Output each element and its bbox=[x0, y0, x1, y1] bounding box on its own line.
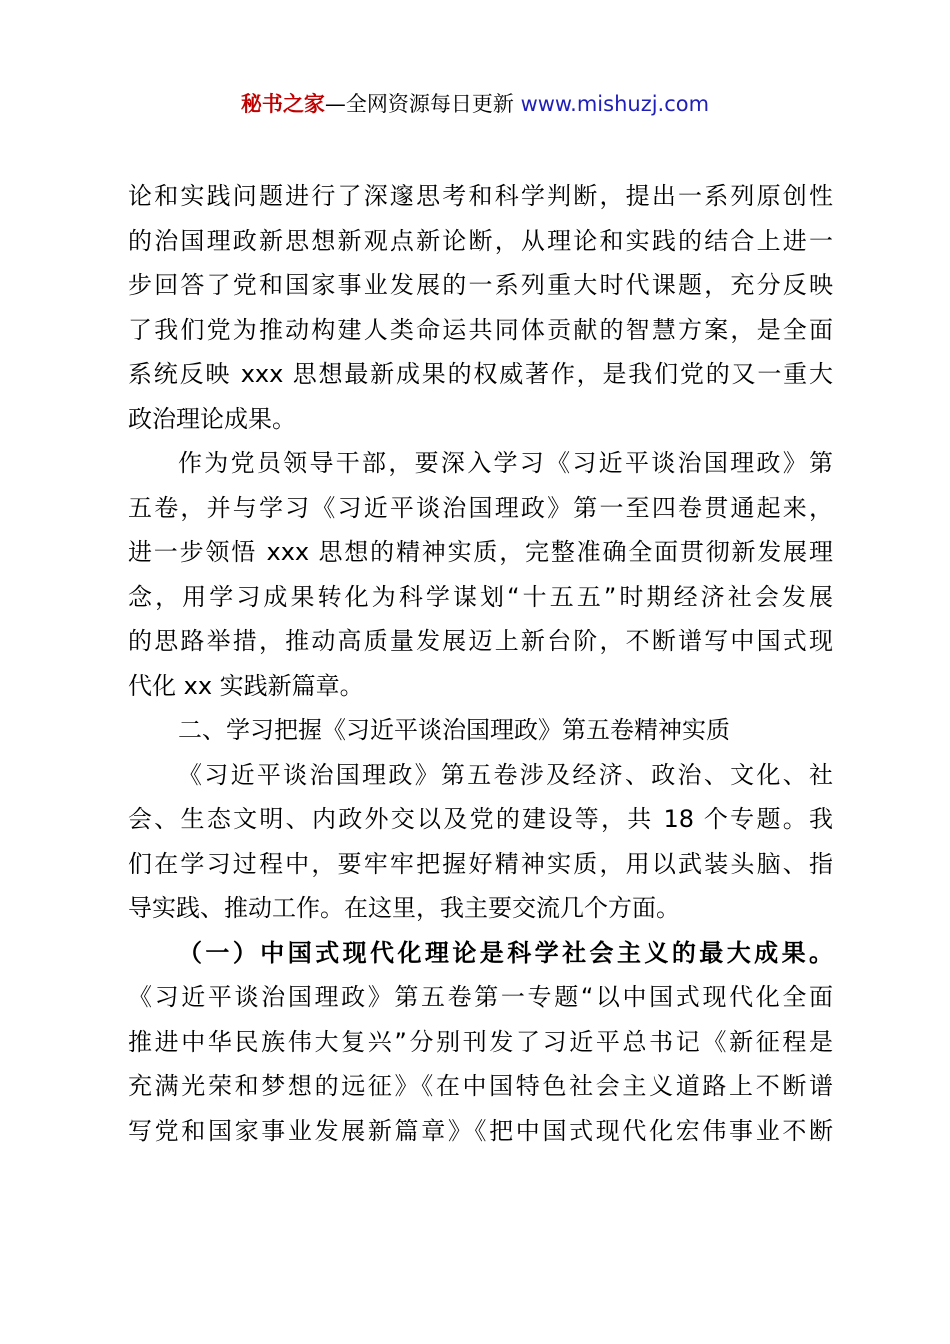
text-line: 会、生态文明、内政外交以及党的建设等，共 18 个专题。我 bbox=[128, 805, 833, 833]
text-line: 系统反映 xxx 思想最新成果的权威著作，是我们党的又一重大 bbox=[128, 360, 833, 388]
page-header bbox=[0, 89, 950, 119]
text-line: 们在学习过程中，要牢牢把握好精神实质，用以武装头脑、指 bbox=[128, 849, 833, 878]
text-line: 的治国理政新思想新观点新论断，从理论和实践的结合上进一 bbox=[128, 226, 833, 255]
text-line: 的思路举措，推动高质量发展迈上新台阶，不断谱写中国式现 bbox=[128, 627, 833, 655]
text-line: 步回答了党和国家事业发展的一系列重大时代课题，充分反映 bbox=[128, 271, 833, 299]
text-line: 论和实践问题进行了深邃思考和科学判断，提出一系列原创性 bbox=[128, 182, 833, 210]
subsection-heading: （一）中国式现代化理论是科学社会主义的最大成果。 bbox=[178, 938, 833, 967]
text-line: 《习近平谈治国理政》第五卷第一专题“以中国式现代化全面 bbox=[128, 983, 833, 1011]
paragraph-first-line: 作为党员领导干部，要深入学习《习近平谈治国理政》第 bbox=[178, 449, 833, 477]
text-line: 念，用学习成果转化为科学谋划“十五五”时期经济社会发展 bbox=[128, 582, 833, 611]
text-line: 进一步领悟 xxx 思想的精神实质，完整准确全面贯彻新发展理 bbox=[128, 538, 833, 566]
text-line: 写党和国家事业发展新篇章》《把中国式现代化宏伟事业不断 bbox=[128, 1116, 833, 1145]
text-line: 五卷，并与学习《习近平谈治国理政》第一至四卷贯通起来， bbox=[128, 493, 833, 522]
text-line: 政治理论成果。 bbox=[128, 404, 296, 433]
header-tagline: —全网资源每日更新 bbox=[324, 92, 521, 116]
document-body bbox=[128, 174, 833, 1153]
text-line: 推进中华民族伟大复兴”分别刊发了习近平总书记《新征程是 bbox=[128, 1027, 833, 1056]
text-line: 导实践、推动工作。在这里，我主要交流几个方面。 bbox=[128, 894, 680, 922]
text-line: 充满光荣和梦想的远征》《在中国特色社会主义道路上不断谱 bbox=[128, 1072, 833, 1100]
brand-name: 秘书之家 bbox=[240, 92, 325, 116]
paragraph-first-line: 《习近平谈治国理政》第五卷涉及经济、政治、文化、社 bbox=[178, 760, 833, 789]
site-url-link[interactable]: www.mishuzj.com bbox=[520, 92, 710, 116]
section-heading: 二、学习把握《习近平谈治国理政》第五卷精神实质 bbox=[178, 716, 730, 744]
text-line: 代化 xx 实践新篇章。 bbox=[128, 671, 364, 700]
text-line: 了我们党为推动构建人类命运共同体贡献的智慧方案，是全面 bbox=[128, 315, 833, 344]
